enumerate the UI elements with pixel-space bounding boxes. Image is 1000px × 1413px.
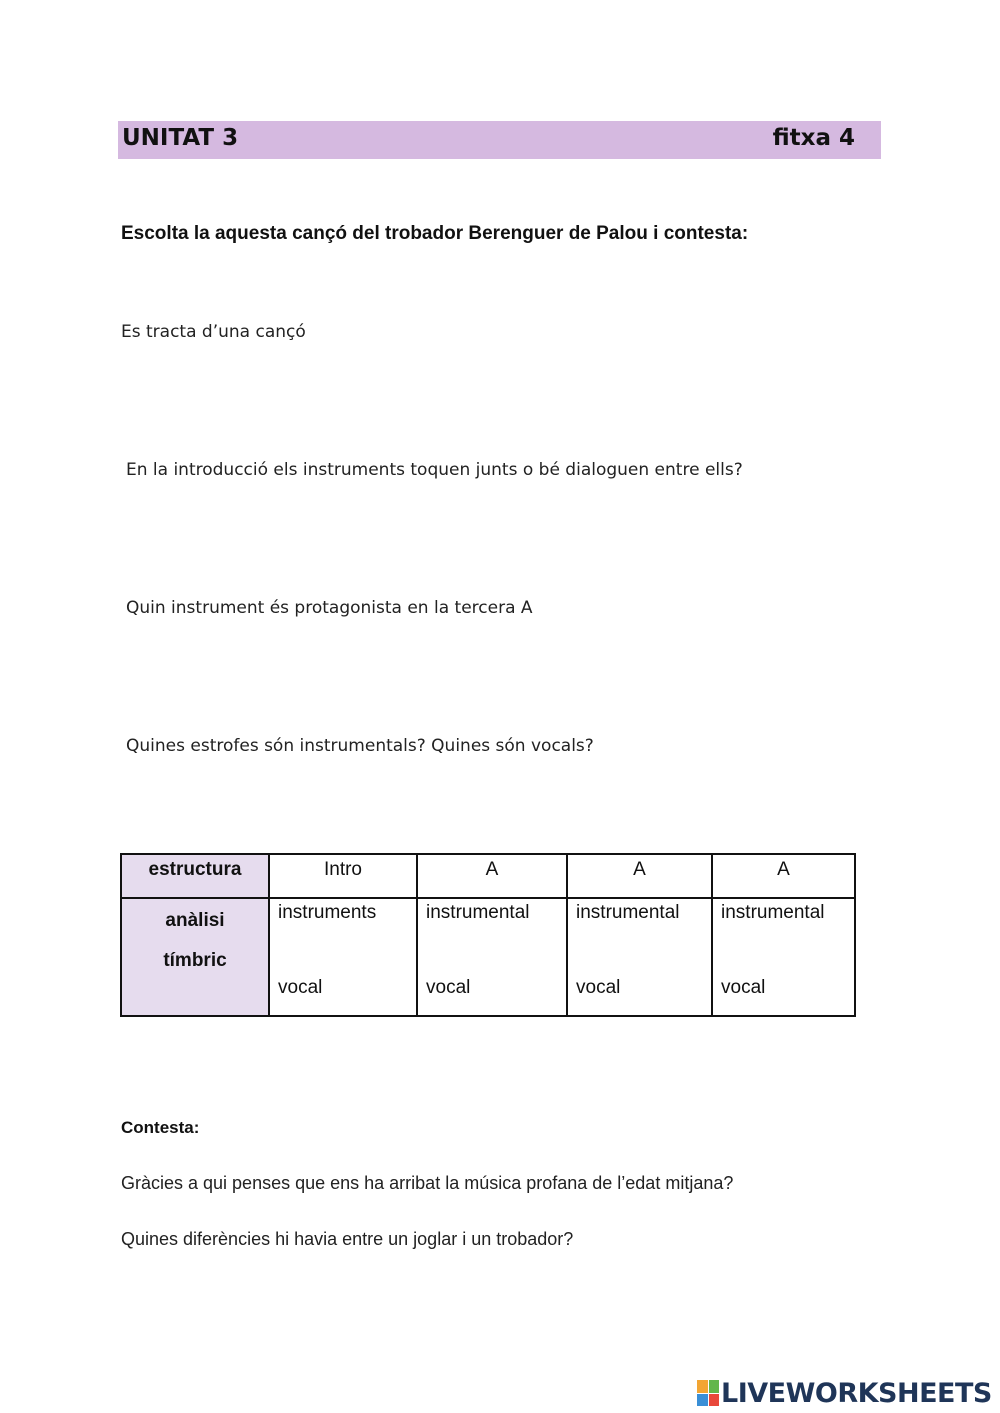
table-row [121, 854, 855, 898]
cell-intro [269, 898, 417, 1016]
cell-a-1 [417, 898, 567, 1016]
cell-bottom-text: vocal [721, 977, 766, 998]
cell-a-2 [567, 898, 712, 1016]
question-4: Quines estrofes són instrumentals? Quines són vocals? [126, 736, 594, 756]
cell-bottom-text: vocal [278, 977, 323, 998]
row-header-line-1: anàlisi [165, 910, 225, 931]
structure-analysis-table [120, 853, 856, 1017]
contesta-label: Contesta: [121, 1118, 200, 1137]
contesta-question-2: Quines diferències hi havia entre un joglar i un trobador? [121, 1229, 574, 1249]
column-a-3: A [712, 854, 855, 898]
cell-bottom-text: vocal [576, 977, 621, 998]
instruction-text: Escolta la aquesta cançó del trobador Berenguer de Palou i contesta: [121, 223, 749, 244]
column-a-2: A [567, 854, 712, 898]
column-a-1: A [417, 854, 567, 898]
cell-bottom-text: vocal [426, 977, 471, 998]
cell-top-text: instrumental [576, 902, 680, 923]
question-3: Quin instrument és protagonista en la tercera A [126, 598, 533, 618]
sheet-number: fitxa 4 [772, 125, 855, 151]
row-header-analisi-timbric [121, 898, 269, 1016]
cell-a-3 [712, 898, 855, 1016]
cell-top-text: instrumental [721, 902, 825, 923]
unit-header-bar [118, 121, 881, 159]
question-1: Es tracta d’una cançó [121, 322, 306, 342]
liveworksheets-logo-icon [697, 1380, 719, 1406]
table-row [121, 898, 855, 1016]
cell-top-text: instrumental [426, 902, 530, 923]
logo-text: LIVEWORKSHEETS [721, 1377, 992, 1409]
question-2: En la introducció els instruments toquen junts o bé dialoguen entre ells? [126, 460, 743, 480]
row-header-estructura: estructura [121, 854, 269, 898]
cell-top-text: instruments [278, 902, 377, 923]
row-header-line-2: tímbric [163, 950, 227, 971]
column-intro: Intro [269, 854, 417, 898]
contesta-question-1: Gràcies a qui penses que ens ha arribat la música profana de l’edat mitjana? [121, 1173, 734, 1193]
unit-title: UNITAT 3 [122, 125, 239, 151]
liveworksheets-logo [697, 1376, 992, 1410]
